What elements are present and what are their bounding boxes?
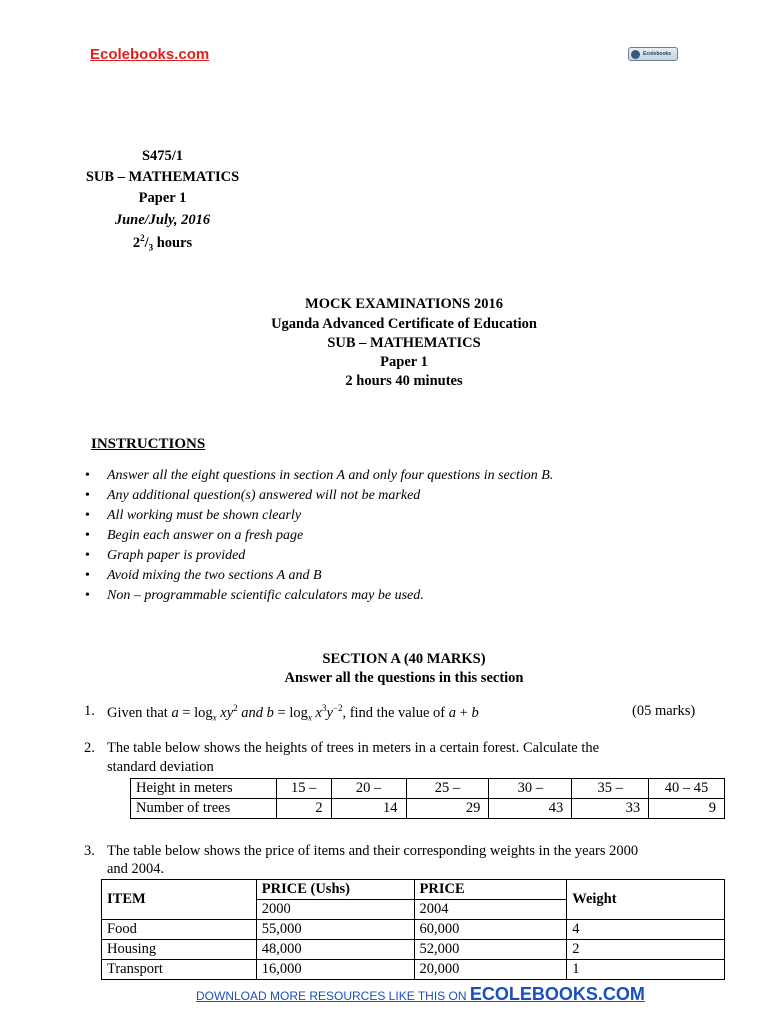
table-cell: 1 — [567, 960, 725, 980]
heights-table — [130, 778, 725, 819]
table-cell: 2 — [276, 799, 331, 819]
question-2-number: 2. — [84, 740, 95, 756]
table-cell: 9 — [649, 799, 725, 819]
table-cell: 60,000 — [414, 920, 567, 940]
table-row — [131, 799, 725, 819]
paper-number: Paper 1 — [138, 190, 187, 206]
table-row — [102, 880, 725, 900]
table-cell: Food — [102, 920, 257, 940]
table-cell: 43 — [489, 799, 572, 819]
subject-title: SUB – MATHEMATICS — [85, 169, 240, 185]
table-cell: 48,000 — [256, 940, 414, 960]
table-header: Weight — [567, 880, 725, 920]
table-cell: 55,000 — [256, 920, 414, 940]
table-header: 2000 — [256, 900, 414, 920]
list-item: • Begin each answer on a fresh page — [85, 528, 304, 543]
table-cell: 14 — [331, 799, 406, 819]
table-cell: 15 – — [276, 779, 331, 799]
globe-icon — [631, 50, 640, 59]
table-cell: 2 — [567, 940, 725, 960]
instructions-list — [85, 466, 553, 606]
table-row — [102, 960, 725, 980]
table-cell: 25 – — [406, 779, 489, 799]
instructions-heading: INSTRUCTIONS — [91, 436, 206, 452]
table-row — [131, 779, 725, 799]
section-a-title: SECTION A (40 MARKS) — [322, 651, 486, 667]
list-item: • All working must be shown clearly — [85, 508, 302, 523]
table-header: 2004 — [414, 900, 567, 920]
table-cell: 20,000 — [414, 960, 567, 980]
exam-title: MOCK EXAMINATIONS 2016 — [305, 296, 503, 312]
logo-text: Ecolebooks — [643, 51, 672, 57]
table-cell: Number of trees — [131, 799, 277, 819]
table-header: ITEM — [102, 880, 257, 920]
table-cell: 52,000 — [414, 940, 567, 960]
prices-table — [101, 879, 725, 980]
table-cell: Housing — [102, 940, 257, 960]
ecolebooks-logo — [628, 46, 678, 62]
table-cell: 30 – — [489, 779, 572, 799]
exam-duration: $2^2/_3$ hours — [132, 233, 193, 253]
exam-date: June/July, 2016 — [114, 212, 211, 228]
question-2-line1: The table below shows the heights of trees in meters in a certain forest. Calculate the — [107, 740, 600, 756]
question-1-text: Given that $a = \log_x xy^2$ and $b = \log_x x^3y^{-2}$, find the value of a + b — [107, 703, 479, 723]
exam-paper: Paper 1 — [380, 354, 428, 370]
question-1-marks: (05 marks) — [632, 703, 696, 719]
list-item: • Any additional question(s) answered will not be marked — [85, 488, 421, 503]
question-1-number: 1. — [84, 703, 95, 719]
section-a-subtitle: Answer all the questions in this section — [284, 670, 524, 686]
table-header: PRICE (Ushs) — [256, 880, 414, 900]
list-item: • Answer all the eight questions in section A and only four questions in section B. — [85, 468, 554, 483]
table-cell: 35 – — [572, 779, 649, 799]
list-item: • Graph paper is provided — [85, 548, 246, 563]
question-2-line2: standard deviation — [107, 759, 214, 775]
table-row — [102, 940, 725, 960]
table-cell: 29 — [406, 799, 489, 819]
list-item: • Non – programmable scientific calculators may be used. — [85, 588, 424, 603]
table-cell: 16,000 — [256, 960, 414, 980]
list-item: • Avoid mixing the two sections A and B — [85, 568, 322, 583]
table-cell: 20 – — [331, 779, 406, 799]
table-cell: Height in meters — [131, 779, 277, 799]
table-row — [102, 920, 725, 940]
paper-code: S475/1 — [141, 148, 184, 164]
table-header: PRICE — [414, 880, 567, 900]
exam-board: Uganda Advanced Certificate of Education — [271, 316, 537, 332]
table-cell: Transport — [102, 960, 257, 980]
exam-subject: SUB – MATHEMATICS — [327, 335, 481, 351]
question-3-line2: and 2004. — [107, 861, 165, 877]
download-link[interactable]: DOWNLOAD MORE RESOURCES LIKE THIS ON ECOLEBOOKS.COM — [196, 984, 645, 1004]
question-3-line1: The table below shows the price of items and their corresponding weights in the years 2000 — [107, 843, 639, 859]
exam-time: 2 hours 40 minutes — [345, 373, 463, 389]
table-cell: 40 – 45 — [649, 779, 725, 799]
brand-link[interactable]: Ecolebooks.com — [90, 46, 210, 63]
table-cell: 4 — [567, 920, 725, 940]
table-cell: 33 — [572, 799, 649, 819]
question-3-number: 3. — [84, 843, 95, 859]
